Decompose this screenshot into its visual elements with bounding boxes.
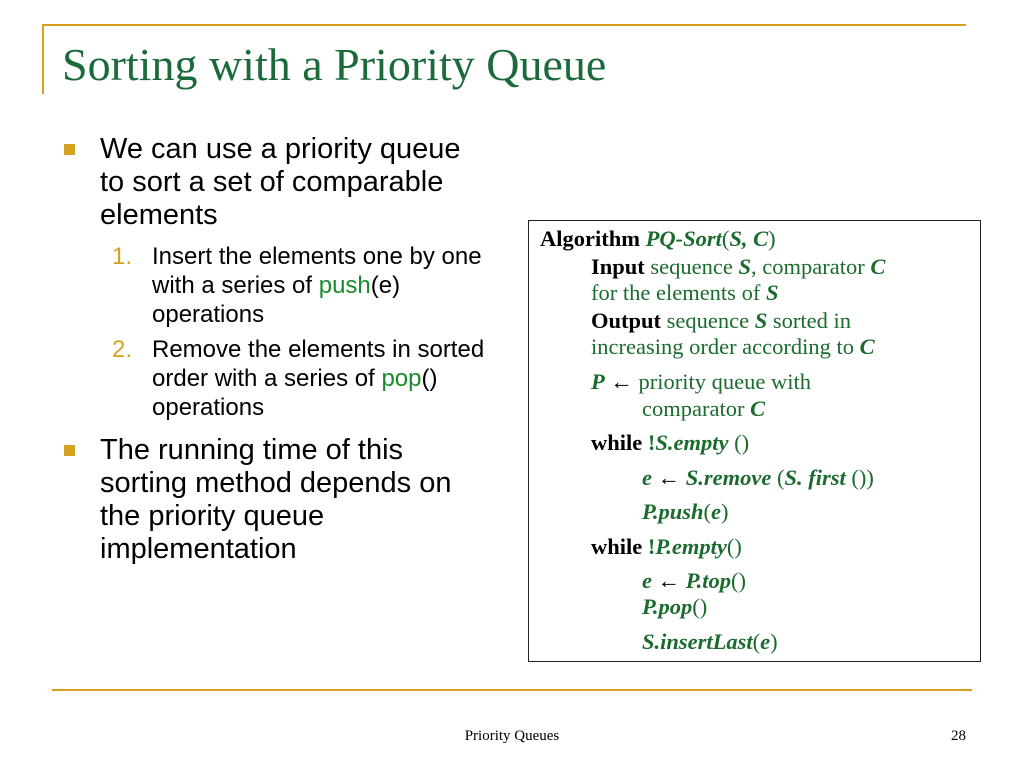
pq-line — [591, 369, 811, 395]
keyword-push: push — [318, 272, 371, 299]
bullet-text: The running time of this sorting method depends on the priority queue implementation — [100, 434, 452, 565]
pop-line: P.pop() — [642, 594, 708, 619]
var-e: e — [642, 465, 652, 490]
keyword-input: Input — [591, 254, 645, 279]
while-line-1 — [591, 430, 749, 456]
numbered-item — [62, 335, 492, 422]
text: ! — [647, 534, 656, 559]
while-line-2: while !P.empty() — [591, 534, 742, 559]
text: priority queue with — [638, 369, 811, 394]
text: sequence — [666, 308, 750, 333]
top-rule — [42, 24, 966, 26]
input-line-cont — [591, 280, 778, 306]
slide-title: Sorting with a Priority Queue — [62, 39, 607, 90]
text: S. first — [784, 465, 846, 490]
push-line: P.push(e) — [642, 499, 729, 524]
output-line — [591, 308, 851, 334]
text: for the elements of — [591, 280, 761, 305]
page-number: 28 — [951, 728, 966, 744]
item-number: 1. — [112, 243, 133, 270]
text: S.remove — [685, 465, 772, 490]
var-p: P — [591, 369, 605, 394]
top-line: e ← P.top() — [642, 568, 746, 593]
text: () — [728, 430, 750, 455]
algorithm-box — [528, 220, 981, 662]
bullet-item — [62, 434, 492, 566]
text: sequence — [650, 254, 733, 279]
left-arrow-icon: ← — [610, 369, 633, 394]
text: S.empty — [655, 430, 729, 455]
remove-line: e ← S.remove (S. first ()) — [642, 465, 874, 490]
algorithm-name: PQ-Sort — [645, 226, 722, 251]
output-line-cont — [591, 334, 875, 360]
item-text-end: () operations — [152, 365, 438, 421]
square-bullet-icon — [64, 144, 75, 155]
slide-content — [62, 133, 492, 576]
var-c: C — [870, 254, 886, 279]
text: S.insertLast — [642, 629, 753, 654]
item-number: 2. — [112, 336, 133, 363]
var-s: S — [754, 308, 768, 333]
keyword-while: while — [591, 430, 643, 455]
var-c: C — [859, 334, 875, 359]
left-arrow-icon: ← — [657, 465, 681, 490]
input-line — [591, 254, 885, 280]
keyword-output: Output — [591, 308, 662, 333]
text: ! — [647, 430, 656, 455]
algo-header: Algorithm PQ-Sort(S, C) — [540, 226, 776, 251]
text: , comparator — [751, 254, 865, 279]
keyword-algorithm: Algorithm — [540, 226, 640, 251]
bullet-text: We can use a priority queue to sort a set of comparable elements — [100, 133, 461, 231]
text: P.pop — [642, 594, 693, 619]
keyword-pop: pop — [381, 365, 422, 392]
bottom-rule — [52, 689, 972, 691]
insert-last-line: S.insertLast(e) — [642, 629, 778, 654]
numbered-item — [62, 242, 492, 329]
square-bullet-icon — [64, 445, 75, 456]
item-text: Insert the elements one by one with a series of — [152, 243, 482, 299]
bullet-item — [62, 133, 492, 232]
text: comparator — [642, 396, 745, 421]
keyword-while: while — [591, 534, 643, 559]
var-c: C — [750, 396, 766, 421]
item-text: Remove the elements in sorted order with a series of — [152, 336, 485, 392]
item-text-end: (e) operations — [152, 272, 401, 328]
text: P.top — [685, 568, 731, 593]
text: sorted in — [772, 308, 851, 333]
text: P.empty — [655, 534, 727, 559]
left-rule — [42, 24, 44, 94]
footer-title: Priority Queues — [464, 728, 560, 744]
text: P.push — [642, 499, 704, 524]
var-e: e — [760, 629, 771, 654]
left-arrow-icon: ← — [657, 568, 681, 593]
text: increasing order according to — [591, 334, 855, 359]
var-s: S — [765, 280, 779, 305]
var-e: e — [711, 499, 722, 524]
pq-line-cont — [642, 396, 765, 422]
algorithm-params: S, C — [729, 226, 769, 251]
numbered-list — [62, 242, 492, 422]
var-s: S — [738, 254, 752, 279]
var-e: e — [642, 568, 652, 593]
